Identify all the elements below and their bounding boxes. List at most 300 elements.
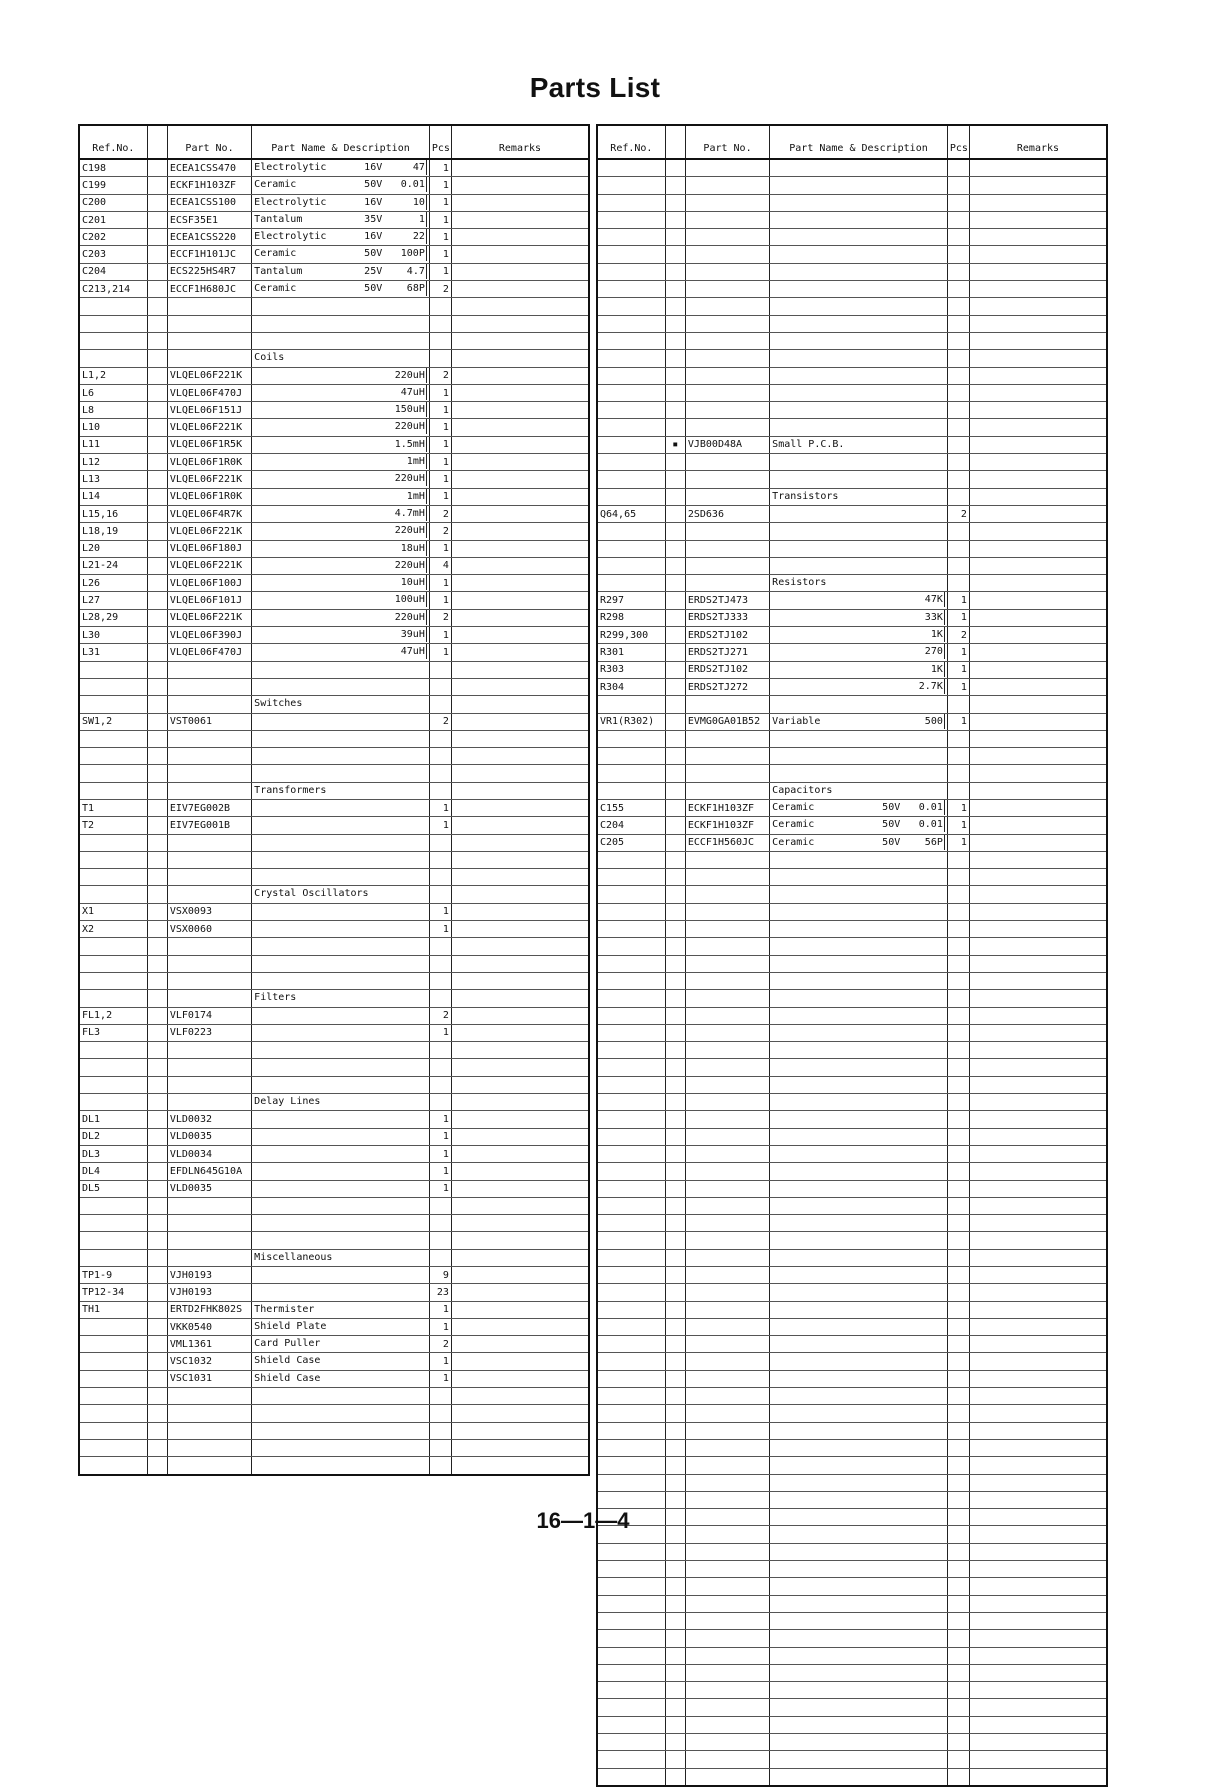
table-row — [79, 903, 589, 920]
new-part-mark — [665, 1612, 685, 1629]
pcs-cell: 1 — [429, 575, 451, 592]
ref-no-cell: TP1-9 — [79, 1267, 147, 1284]
description-cell — [252, 1353, 430, 1370]
part-no-cell — [167, 851, 251, 868]
new-part-mark — [147, 1388, 167, 1405]
new-part-mark — [665, 1716, 685, 1733]
part-no-cell: ERDS2TJ271 — [685, 644, 769, 661]
remarks-cell — [969, 1439, 1107, 1456]
pcs-cell: 1 — [947, 713, 969, 730]
remarks-cell — [451, 592, 589, 609]
part-value: 47uH — [400, 646, 425, 658]
pcs-cell: 1 — [429, 471, 451, 488]
part-name: Shield Plate — [254, 1320, 327, 1332]
remarks-cell — [969, 1647, 1107, 1664]
pcs-cell — [429, 938, 451, 955]
description-cell — [252, 730, 430, 747]
ref-no-cell — [79, 1042, 147, 1059]
remarks-cell — [969, 990, 1107, 1007]
new-part-mark — [665, 332, 685, 349]
table-row — [597, 886, 1107, 903]
ref-no-cell — [79, 1197, 147, 1214]
part-no-cell — [167, 1388, 251, 1405]
pcs-cell — [947, 782, 969, 799]
new-part-mark — [665, 384, 685, 401]
remarks-cell — [451, 1128, 589, 1145]
new-part-mark — [147, 505, 167, 522]
description-cell — [770, 661, 948, 678]
ref-no-cell: R303 — [597, 661, 665, 678]
ref-no-cell: L18,19 — [79, 523, 147, 540]
pcs-cell — [947, 1197, 969, 1214]
table-row — [79, 696, 589, 713]
remarks-cell — [969, 1561, 1107, 1578]
description-cell — [770, 782, 948, 799]
new-part-mark — [147, 575, 167, 592]
table-row — [79, 1024, 589, 1041]
description-cell — [770, 1422, 948, 1439]
description-cell — [252, 1336, 430, 1353]
remarks-cell — [969, 1699, 1107, 1716]
part-no-cell: VLQEL06F4R7K — [167, 505, 251, 522]
pcs-cell — [947, 1232, 969, 1249]
new-part-mark — [147, 869, 167, 886]
ref-no-cell: R304 — [597, 678, 665, 695]
part-no-cell: 2SD636 — [685, 505, 769, 522]
ref-no-cell — [597, 1388, 665, 1405]
new-part-mark — [147, 903, 167, 920]
remarks-cell — [451, 1336, 589, 1353]
new-part-mark — [665, 1388, 685, 1405]
ref-no-cell — [597, 332, 665, 349]
pcs-cell: 1 — [429, 817, 451, 834]
new-part-mark — [665, 1076, 685, 1093]
remarks-cell — [451, 1370, 589, 1387]
description-cell — [770, 1163, 948, 1180]
part-no-cell: VST0061 — [167, 713, 251, 730]
pcs-cell — [947, 1076, 969, 1093]
pcs-cell: 1 — [429, 1370, 451, 1387]
description-cell — [770, 557, 948, 574]
ref-no-cell — [597, 1336, 665, 1353]
part-name: Shield Case — [254, 1355, 321, 1367]
part-no-cell — [685, 1388, 769, 1405]
remarks-cell — [451, 350, 589, 367]
ref-no-cell — [597, 1197, 665, 1214]
table-row — [597, 1457, 1107, 1474]
part-no-cell — [685, 1128, 769, 1145]
new-part-mark — [665, 281, 685, 298]
remarks-cell — [969, 229, 1107, 246]
description-cell — [252, 990, 430, 1007]
ref-no-cell — [597, 488, 665, 505]
description-cell — [770, 159, 948, 177]
remarks-cell — [451, 1180, 589, 1197]
new-part-mark — [665, 454, 685, 471]
part-value: 47 — [412, 162, 425, 173]
part-value: 68P — [406, 283, 425, 295]
new-part-mark — [147, 1180, 167, 1197]
ref-no-cell — [597, 298, 665, 315]
new-part-mark — [147, 1007, 167, 1024]
description-cell — [252, 748, 430, 765]
new-part-mark — [665, 575, 685, 592]
pcs-cell — [947, 1059, 969, 1076]
remarks-cell — [969, 315, 1107, 332]
part-value: 10 — [412, 196, 425, 208]
table-row — [79, 817, 589, 834]
table-row — [597, 1007, 1107, 1024]
part-name: Filters — [254, 992, 297, 1004]
ref-no-cell — [79, 1094, 147, 1111]
part-name: Transformers — [254, 784, 327, 796]
part-no-cell: VLQEL06F1R0K — [167, 488, 251, 505]
description-cell — [770, 869, 948, 886]
table-row — [597, 1301, 1107, 1318]
new-part-mark — [147, 263, 167, 280]
pcs-cell — [947, 1215, 969, 1232]
ref-no-cell — [79, 315, 147, 332]
description-cell — [252, 1422, 430, 1439]
part-name: Ceramic — [772, 801, 815, 813]
table-row — [79, 263, 589, 280]
part-no-cell: VLQEL06F390J — [167, 627, 251, 644]
pcs-cell — [947, 1699, 969, 1716]
pcs-cell — [429, 886, 451, 903]
ref-no-cell — [597, 1076, 665, 1093]
description-cell — [770, 990, 948, 1007]
part-no-cell: VSX0060 — [167, 921, 251, 938]
new-part-mark — [147, 1267, 167, 1284]
new-part-mark — [147, 540, 167, 557]
pcs-cell: 2 — [429, 1336, 451, 1353]
remarks-cell — [451, 1197, 589, 1214]
description-cell — [770, 1734, 948, 1751]
pcs-cell — [947, 1716, 969, 1733]
remarks-cell — [451, 1457, 589, 1475]
part-no-cell — [685, 523, 769, 540]
remarks-cell — [451, 1249, 589, 1266]
pcs-cell — [947, 1094, 969, 1111]
ref-no-cell: L13 — [79, 471, 147, 488]
new-part-mark — [147, 1059, 167, 1076]
part-no-cell — [167, 730, 251, 747]
description-cell — [770, 384, 948, 401]
new-part-mark — [665, 678, 685, 695]
part-name: Electrolytic — [254, 162, 327, 173]
table-row — [597, 1768, 1107, 1786]
description-cell — [770, 177, 948, 194]
ref-no-cell — [597, 851, 665, 868]
part-no-cell — [167, 1094, 251, 1111]
ref-no-cell — [597, 765, 665, 782]
table-row — [79, 1007, 589, 1024]
remarks-cell — [451, 367, 589, 384]
remarks-cell — [969, 505, 1107, 522]
remarks-cell — [969, 1353, 1107, 1370]
remarks-cell — [969, 1457, 1107, 1474]
new-part-mark — [665, 229, 685, 246]
part-no-cell — [167, 990, 251, 1007]
pcs-cell — [947, 955, 969, 972]
table-row — [597, 454, 1107, 471]
voltage-rating: 16V — [364, 162, 383, 173]
remarks-cell — [451, 990, 589, 1007]
description-cell — [252, 505, 430, 522]
ref-no-cell — [79, 1457, 147, 1475]
part-no-cell — [685, 1024, 769, 1041]
description-cell — [770, 350, 948, 367]
table-header-row — [79, 125, 589, 159]
new-part-mark — [147, 523, 167, 540]
table-row — [79, 454, 589, 471]
table-row — [597, 436, 1107, 453]
description-cell — [252, 1076, 430, 1093]
description-cell — [770, 1145, 948, 1162]
table-row — [597, 1751, 1107, 1768]
column-header-part: Part No. — [685, 125, 769, 159]
new-part-mark: ▪ — [665, 436, 685, 453]
table-row — [597, 644, 1107, 661]
pcs-cell — [947, 1561, 969, 1578]
ref-no-cell — [79, 1076, 147, 1093]
new-part-mark — [665, 1751, 685, 1768]
new-part-mark — [147, 1284, 167, 1301]
remarks-cell — [451, 1145, 589, 1162]
pcs-cell — [947, 1111, 969, 1128]
pcs-cell: 1 — [429, 627, 451, 644]
description-cell — [252, 1405, 430, 1422]
part-no-cell: ECEA1CSS470 — [167, 159, 251, 177]
part-no-cell — [685, 938, 769, 955]
ref-no-cell — [597, 523, 665, 540]
table-row — [597, 1370, 1107, 1387]
part-no-cell: EIV7EG002B — [167, 799, 251, 816]
part-value: 500 — [924, 715, 943, 727]
part-value: 1mH — [406, 456, 425, 468]
ref-no-cell — [597, 1059, 665, 1076]
table-row — [597, 1612, 1107, 1629]
part-no-cell — [685, 1336, 769, 1353]
pcs-cell — [429, 1439, 451, 1456]
description-cell — [770, 955, 948, 972]
new-part-mark — [665, 1301, 685, 1318]
description-cell — [770, 1751, 948, 1768]
part-no-cell: ECEA1CSS220 — [167, 229, 251, 246]
table-row — [597, 1163, 1107, 1180]
pcs-cell: 1 — [429, 1111, 451, 1128]
description-cell — [252, 765, 430, 782]
part-no-cell — [167, 1232, 251, 1249]
description-cell — [252, 851, 430, 868]
table-row — [597, 1232, 1107, 1249]
new-part-mark — [147, 1163, 167, 1180]
new-part-mark — [147, 972, 167, 989]
ref-no-cell — [597, 782, 665, 799]
pcs-cell: 9 — [429, 1267, 451, 1284]
ref-no-cell: C204 — [597, 817, 665, 834]
part-no-cell — [685, 696, 769, 713]
part-no-cell: VLQEL06F1R5K — [167, 436, 251, 453]
ref-no-cell — [597, 938, 665, 955]
part-no-cell — [167, 315, 251, 332]
pcs-cell: 1 — [429, 1353, 451, 1370]
table-row — [597, 1388, 1107, 1405]
part-value: 100P — [400, 248, 425, 260]
pcs-cell — [947, 1682, 969, 1699]
new-part-mark — [665, 540, 685, 557]
new-part-mark — [147, 1457, 167, 1475]
voltage-rating: 50V — [882, 819, 901, 831]
ref-no-cell — [597, 281, 665, 298]
ref-no-cell: L30 — [79, 627, 147, 644]
part-no-cell: VKK0540 — [167, 1318, 251, 1335]
part-value: 22 — [412, 231, 425, 243]
pcs-cell: 1 — [429, 921, 451, 938]
description-cell — [252, 177, 430, 194]
new-part-mark — [665, 1024, 685, 1041]
table-row — [79, 1215, 589, 1232]
ref-no-cell — [79, 938, 147, 955]
part-no-cell: VLQEL06F180J — [167, 540, 251, 557]
remarks-cell — [451, 609, 589, 626]
ref-no-cell: L12 — [79, 454, 147, 471]
remarks-cell — [969, 661, 1107, 678]
pcs-cell — [947, 523, 969, 540]
remarks-cell — [451, 938, 589, 955]
ref-no-cell — [597, 419, 665, 436]
remarks-cell — [451, 471, 589, 488]
pcs-cell — [429, 1388, 451, 1405]
new-part-mark — [147, 1042, 167, 1059]
description-cell — [252, 263, 430, 280]
part-value: 2.7K — [918, 680, 943, 692]
pcs-cell: 2 — [429, 367, 451, 384]
part-no-cell — [685, 851, 769, 868]
table-row — [597, 557, 1107, 574]
ref-no-cell: C205 — [597, 834, 665, 851]
part-value: 0.01 — [918, 801, 943, 813]
part-no-cell — [685, 367, 769, 384]
part-value: 39uH — [400, 629, 425, 641]
remarks-cell — [969, 1664, 1107, 1681]
part-no-cell — [685, 1561, 769, 1578]
pcs-cell — [947, 1543, 969, 1560]
description-cell — [770, 678, 948, 695]
new-part-mark — [147, 194, 167, 211]
new-part-mark — [665, 592, 685, 609]
remarks-cell — [969, 384, 1107, 401]
pcs-cell — [947, 972, 969, 989]
description-cell — [252, 436, 430, 453]
ref-no-cell — [79, 1059, 147, 1076]
table-row — [597, 955, 1107, 972]
part-value: 1mH — [406, 490, 425, 502]
ref-no-cell — [79, 678, 147, 695]
description-cell — [252, 678, 430, 695]
description-cell — [770, 1249, 948, 1266]
part-no-cell — [685, 575, 769, 592]
part-value: 0.01 — [918, 819, 943, 831]
new-part-mark — [147, 696, 167, 713]
ref-no-cell — [79, 955, 147, 972]
table-row — [597, 678, 1107, 695]
new-part-mark — [665, 1180, 685, 1197]
description-cell — [770, 644, 948, 661]
new-part-mark — [147, 1145, 167, 1162]
new-part-mark — [147, 1215, 167, 1232]
part-no-cell — [167, 1042, 251, 1059]
description-cell — [770, 1578, 948, 1595]
pcs-cell — [947, 1163, 969, 1180]
remarks-cell — [451, 1163, 589, 1180]
new-part-mark — [665, 505, 685, 522]
description-cell — [252, 817, 430, 834]
part-no-cell — [167, 1215, 251, 1232]
remarks-cell — [451, 886, 589, 903]
part-no-cell — [685, 1422, 769, 1439]
description-cell — [252, 938, 430, 955]
part-no-cell — [685, 1007, 769, 1024]
description-cell — [252, 644, 430, 661]
remarks-cell — [969, 1734, 1107, 1751]
part-no-cell: VLQEL06F470J — [167, 644, 251, 661]
table-row — [79, 1094, 589, 1111]
ref-no-cell: C200 — [79, 194, 147, 211]
pcs-cell: 1 — [429, 454, 451, 471]
ref-no-cell — [79, 834, 147, 851]
part-no-cell — [685, 350, 769, 367]
remarks-cell — [451, 921, 589, 938]
table-row — [597, 177, 1107, 194]
part-no-cell: ECKF1H103ZF — [685, 799, 769, 816]
description-cell — [770, 419, 948, 436]
ref-no-cell — [597, 1612, 665, 1629]
pcs-cell — [947, 886, 969, 903]
new-part-mark — [665, 194, 685, 211]
new-part-mark — [147, 315, 167, 332]
description-cell — [252, 575, 430, 592]
remarks-cell — [969, 1336, 1107, 1353]
description-cell — [770, 1716, 948, 1733]
part-no-cell: VLQEL06F221K — [167, 367, 251, 384]
ref-no-cell — [79, 765, 147, 782]
part-name: Switches — [254, 698, 303, 710]
ref-no-cell: L20 — [79, 540, 147, 557]
new-part-mark — [147, 782, 167, 799]
remarks-cell — [969, 851, 1107, 868]
table-row — [597, 782, 1107, 799]
new-part-mark — [147, 1094, 167, 1111]
remarks-cell — [969, 1267, 1107, 1284]
pcs-cell — [947, 350, 969, 367]
new-part-mark — [147, 713, 167, 730]
pcs-cell — [429, 1076, 451, 1093]
remarks-cell — [969, 1578, 1107, 1595]
remarks-cell — [969, 1111, 1107, 1128]
part-no-cell: ECS225HS4R7 — [167, 263, 251, 280]
pcs-cell — [429, 1405, 451, 1422]
description-cell — [770, 834, 948, 851]
remarks-cell — [969, 1370, 1107, 1387]
table-row — [597, 1180, 1107, 1197]
part-no-cell — [685, 177, 769, 194]
table-row — [597, 1474, 1107, 1491]
table-row — [79, 1163, 589, 1180]
table-row — [597, 972, 1107, 989]
part-no-cell: VLQEL06F221K — [167, 557, 251, 574]
new-part-mark — [147, 765, 167, 782]
